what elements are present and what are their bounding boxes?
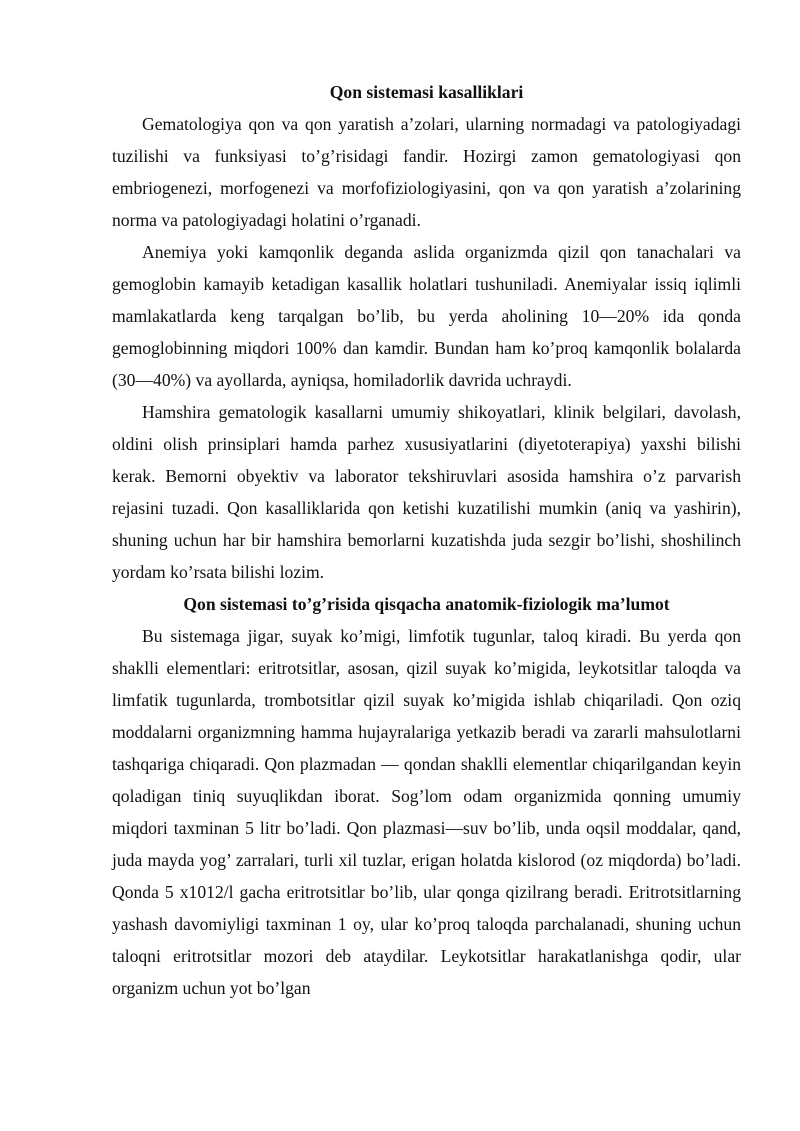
section-subheading: Qon sistemasi to’g’risida qisqacha anatomik-fiziologik ma’lumot bbox=[183, 594, 670, 614]
page-heading: Qon sistemasi kasalliklari bbox=[329, 82, 524, 102]
paragraph-hamshira: Hamshira gematologik kasallarni umumiy shikoyatlari, klinik belgilari, davolash, oldini olish prinsiplari hamda parhez xususiyatlarini (diyetoterapiya) yaxshi bilishi kerak. Bemorni obyektiv va laborator tekshiruvlari asosida hamshira o’z parvarish rejasini tuzadi. Qon kasalliklarida qon ketishi kuzatilishi mumkin (aniq va yashirin), shuning uchun har bir hamshira bemorlarni kuzatishda juda sezgir bo’lishi, shoshilinch yordam ko’rsata bilishi lozim. bbox=[112, 402, 741, 582]
document-page bbox=[112, 76, 741, 1004]
paragraph-sistema: Bu sistemaga jigar, suyak ko’migi, limfotik tugunlar, taloq kiradi. Bu yerda qon shaklli elementlari: eritrotsitlar, asosan, qizil suyak ko’migida, leykotsitlar taloqda va limfatik tugunlarda, trombotsitlar qizil suyak ko’migida ishlab chiqariladi. Qon oziq moddalarni organizmning hamma hujayralariga yetkazib beradi va zararli mahsulotlarni tashqariga chiqaradi. Qon plazmadan — qondan shaklli elementlar chiqarilgandan keyin qoladigan tiniq suyuqlikdan iborat. Sog’lom odam organizmida qonning umumiy miqdori taxminan 5 litr bo’ladi. Qon plazmasi—suv bo’lib, unda oqsil moddalar, qand, juda mayda yog’ zarralari, turli xil tuzlar, erigan holatda kislorod (oz miqdorda) bo’ladi. Qonda 5 x1012/l gacha eritrotsitlar bo’lib, ular qonga qizilrang beradi. Eritrotsitlarning yashash davomiyligi taxminan 1 oy, ular ko’proq taloqda parchalanadi, shuning uchun taloqni eritrotsitlar mozori deb ataydilar. Leykotsitlar harakatlanishga qodir, ular organizm uchun yot bo’lgan bbox=[112, 626, 741, 998]
paragraph-gematologiya: Gematologiya qon va qon yaratish a’zolari, ularning normadagi va patologiyadagi tuzilishi va funksiyasi to’g’risidagi fandir. Hozirgi zamon gematologiyasi qon embriogenezi, morfogenezi va morfofiziologiyasini, qon va qon yaratish a’zolarining norma va patologiyadagi holatini o’rganadi. bbox=[112, 114, 741, 230]
paragraph-anemiya: Anemiya yoki kamqonlik deganda aslida organizmda qizil qon tanachalari va gemoglobin kamayib ketadigan kasallik holatlari tushuniladi. Anemiyalar issiq iqlimli mamlakatlarda keng tarqalgan bo’lib, bu yerda aholining 10—20% ida qonda gemoglobinning miqdori 100% dan kamdir. Bundan ham ko’proq kamqonlik bolalarda (30—40%) va ayollarda, ayniqsa, homiladorlik davrida uchraydi. bbox=[112, 242, 741, 390]
